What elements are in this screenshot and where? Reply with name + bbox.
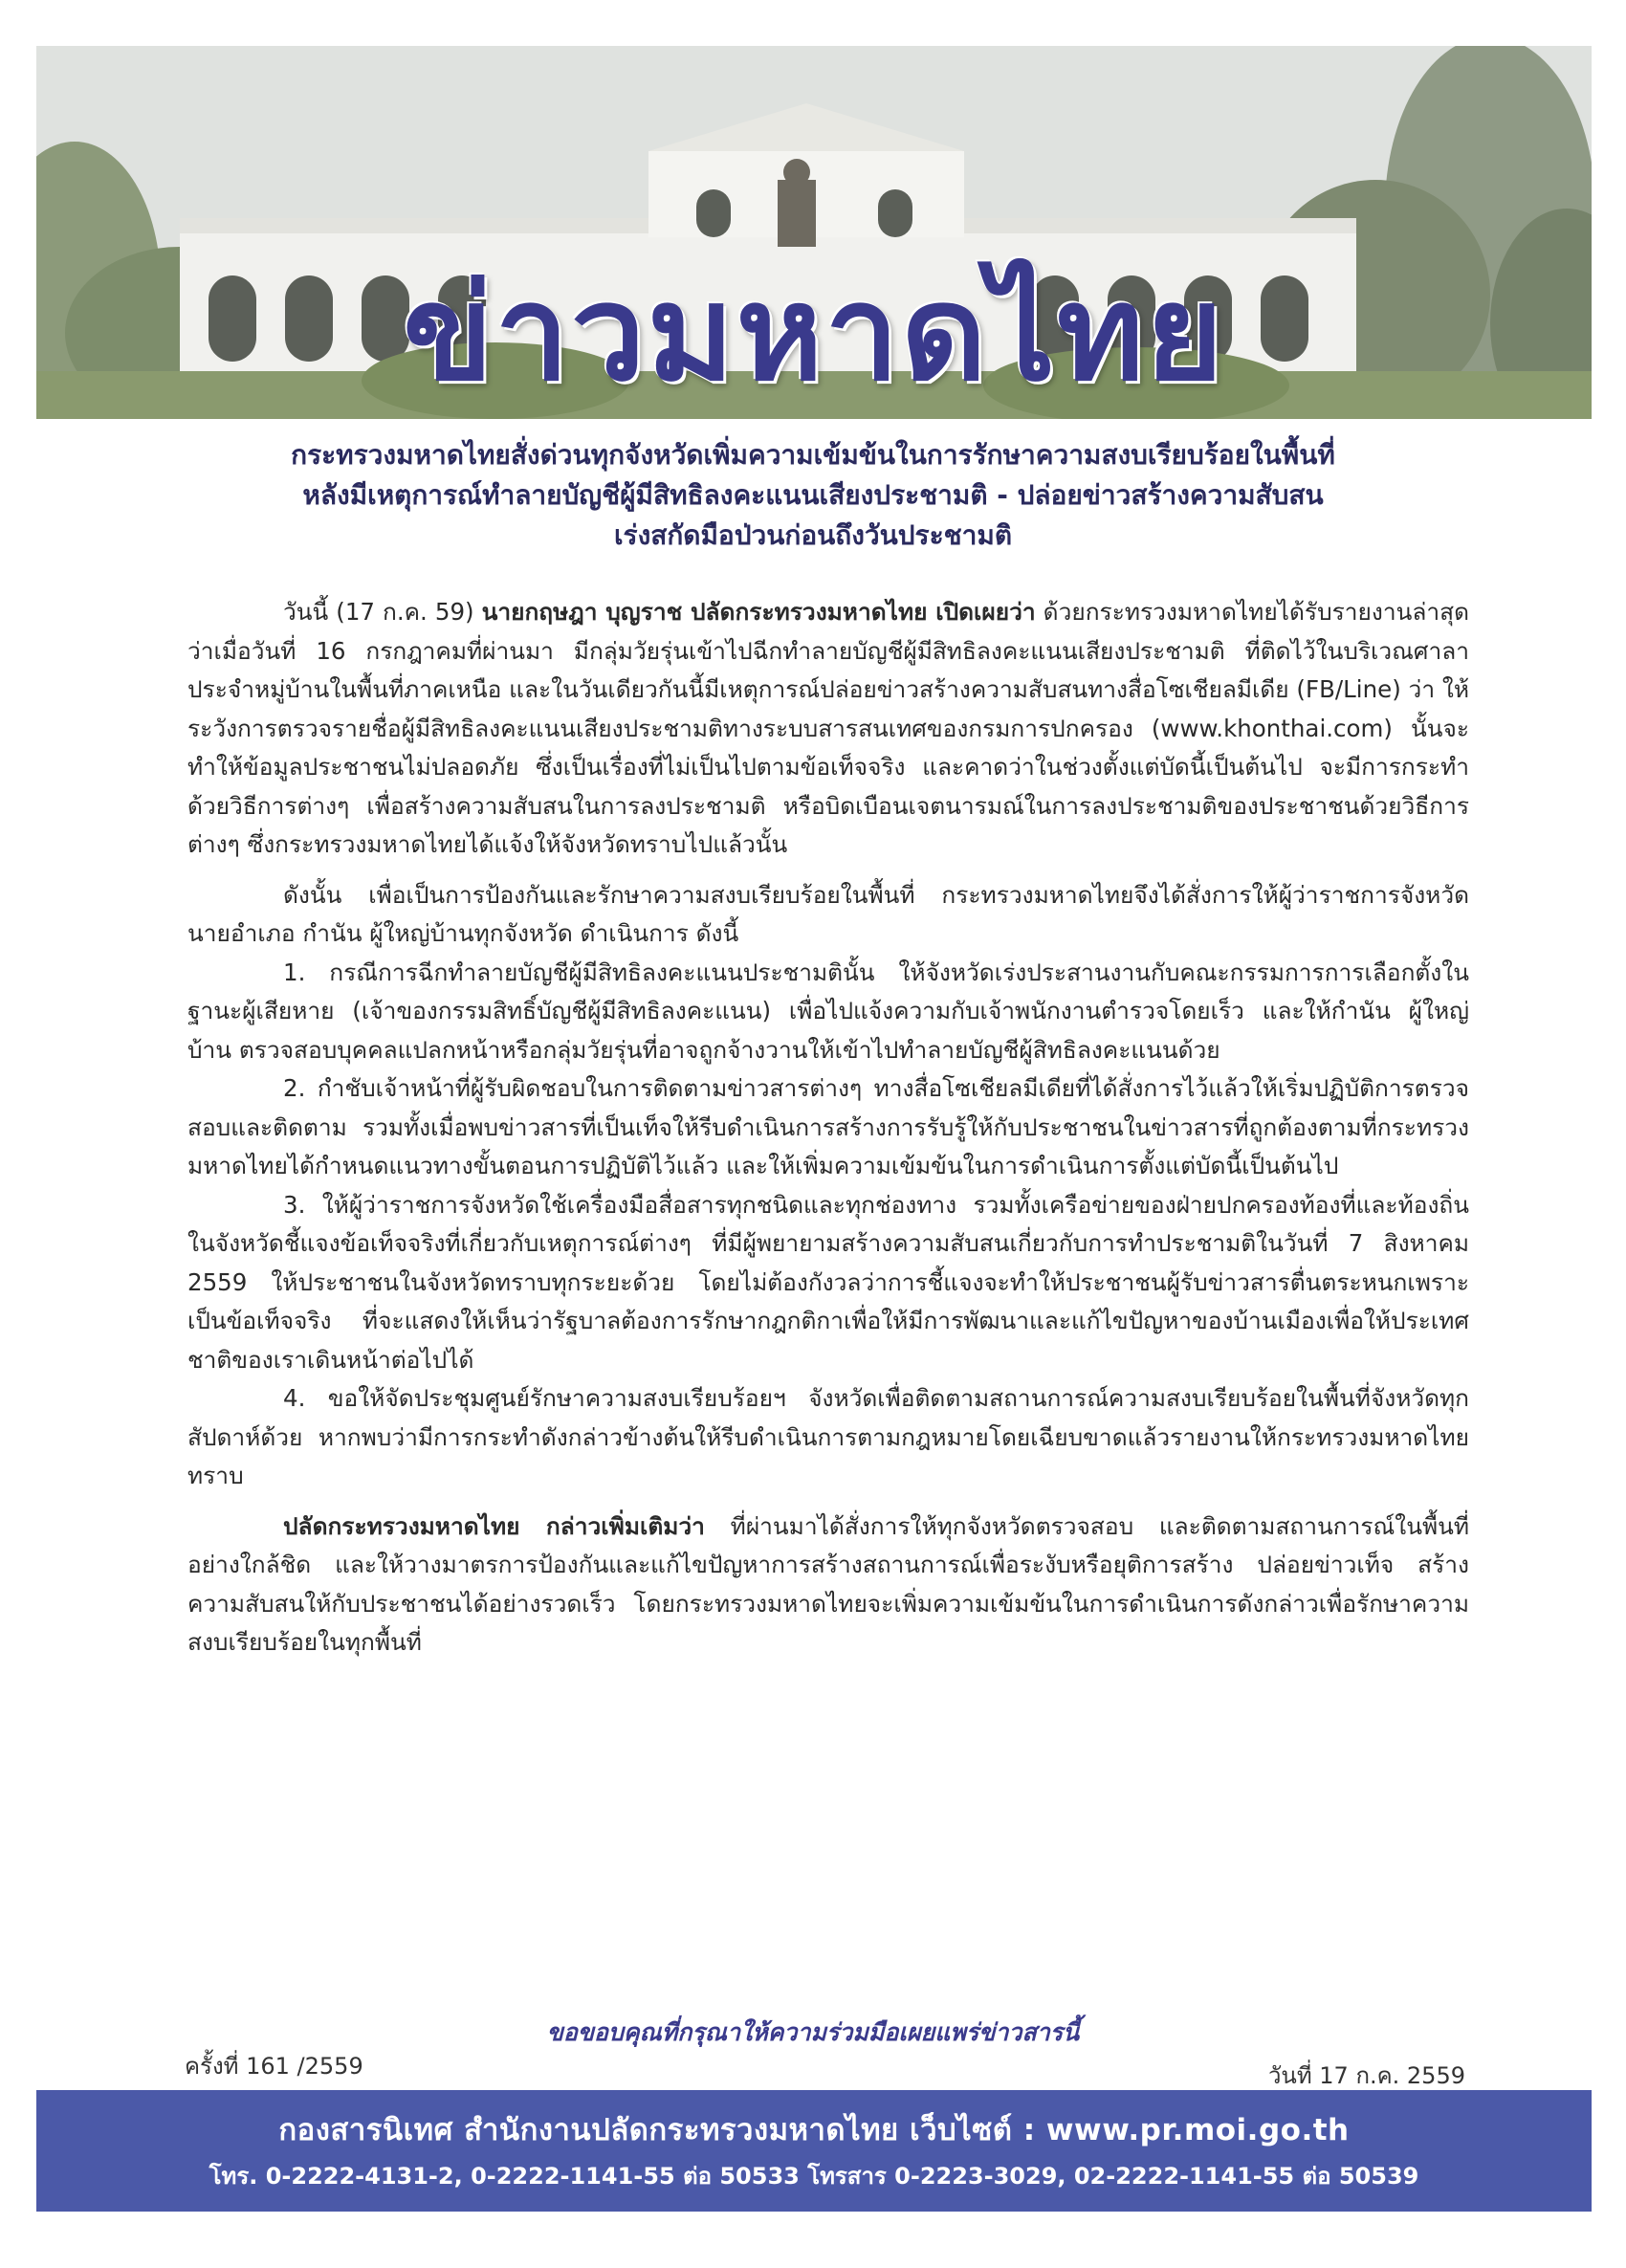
- intro-text: ด้วยกระทรวงมหาดไทยได้รับรายงานล่าสุดว่าเมื่อวันที่ 16 กรกฎาคมที่ผ่านมา มีกลุ่มวัยรุ่นเข้าไปฉีกทำลายบัญชีผู้มีสิทธิลงคะแนนเสียงประชามติ ที่ติดไว้ในบริเวณศาลาประจำหมู่บ้านในพื้นที่ภาคเหนือ และในวันเดียวกันนี้มีเหตุการณ์ปล่อยข่าวสร้างความสับสนทางสื่อโซเชียลมีเดีย (FB/Line) ว่า ให้ระวังการตรวจรายชื่อผู้มีสิทธิลงคะแนนเสียงประชามติทางระบบสารสนเทศของกรมการปกครอง (www.khonthai.com) นั้นจะทำให้ข้อมูลประชาชนไม่ปลอดภัย ซึ่งเป็นเรื่องที่ไม่เป็นไปตามข้อเท็จจริง และคาดว่าในช่วงตั้งแต่บัดนี้เป็นต้นไป จะมีการกระทำด้วยวิธีการต่างๆ เพื่อสร้างความสับสนในการลงประชามติ หรือบิดเบือนเจตนารมณ์ในการลงประชามติของประชาชนด้วยวิธีการต่างๆ ซึ่งกระทรวงมหาดไทยได้แจ้งให้จังหวัดทราบไปแล้วนั้น: [187, 598, 1469, 858]
- footer-office-website: กองสารนิเทศ สำนักงานปลัดกระทรวงมหาดไทย เว็บไซต์ : www.pr.moi.go.th: [278, 2113, 1350, 2147]
- order-item-1: 1. กรณีการฉีกทำลายบัญชีผู้มีสิทธิลงคะแนนประชามตินั้น ให้จังหวัดเร่งประสานงานกับคณะกรรมการการเลือกตั้งในฐานะผู้เสียหาย (เจ้าของกรรมสิทธิ์บัญชีผู้มีสิทธิลงคะแนน) เพื่อไปแจ้งความกับเจ้าพนักงานตำรวจโดยเร็ว และให้กำนัน ผู้ใหญ่บ้าน ตรวจสอบบุคคลแปลกหน้าหรือกลุ่มวัยรุ่นที่อาจถูกจ้างวานให้เข้าไปทำลายบัญชีผู้สิทธิลงคะแนนด้วย: [187, 958, 1469, 1064]
- headline-line-3: เร่งสกัดมือป่วนก่อนถึงวันประชามติ: [613, 519, 1013, 551]
- paragraph-closing: [187, 1508, 1469, 1662]
- headline-line-2: หลังมีเหตุการณ์ทำลายบัญชีผู้มีสิทธิลงคะแนนเสียงประชามติ - ปล่อยข่าวสร้างความสับสน: [302, 479, 1324, 511]
- intro-lead: วันนี้ (17 ก.ค. 59): [283, 598, 482, 626]
- paragraph-intro: [187, 593, 1469, 865]
- headline: [182, 435, 1444, 556]
- closing-text: ที่ผ่านมาได้สั่งการให้ทุกจังหวัดตรวจสอบ และติดตามสถานการณ์ในพื้นที่ อย่างใกล้ชิด และให้วางมาตรการป้องกันและแก้ไขปัญหาการสร้างสถานการณ์เพื่อระงับหรือยุติการสร้าง ปล่อยข่าวเท็จ สร้างความสับสนให้กับประชาชนได้อย่างรวดเร็ว โดยกระทรวงมหาดไทยจะเพิ่มความเข้มข้นในการดำเนินการดังกล่าวเพื่อรักษาความสงบเรียบร้อยในทุกพื้นที่: [187, 1511, 1469, 1656]
- closing-speaker: ปลัดกระทรวงมหาดไทย กล่าวเพิ่มเติมว่า: [283, 1511, 705, 1540]
- thanks-line: ขอขอบคุณที่กรุณาให้ความร่วมมือเผยแพร่ข่าวสารนี้: [546, 2018, 1080, 2046]
- issue-number: ครั้งที่ 161 /2559: [185, 2053, 363, 2080]
- article-body: [187, 593, 1469, 1662]
- order-item-4: 4. ขอให้จัดประชุมศูนย์รักษาความสงบเรียบร้อยฯ จังหวัดเพื่อติดตามสถานการณ์ความสงบเรียบร้อยในพื้นที่จังหวัดทุกสัปดาห์ด้วย หากพบว่ามีการกระทำดังกล่าวข้างต้นให้รีบดำเนินการตามกฎหมายโดยเฉียบขาดแล้วรายงานให้กระทรวงมหาดไทยทราบ: [187, 1384, 1469, 1489]
- footer-bar: [36, 2090, 1592, 2212]
- release-date: วันที่ 17 ก.ค. 2559: [1267, 2062, 1465, 2089]
- order-item-2: 2. กำชับเจ้าหน้าที่ผู้รับผิดชอบในการติดตามข่าวสารต่างๆ ทางสื่อโซเชียลมีเดียที่ได้สั่งการไว้แล้วให้เริ่มปฏิบัติการตรวจสอบและติดตาม รวมทั้งเมื่อพบข่าวสารที่เป็นเท็จให้รีบดำเนินการสร้างการรับรู้ให้กับประชาชนในข่าวสารที่ถูกต้องตามที่กระทรวงมหาดไทยได้กำหนดแนวทางขั้นตอนการปฏิบัติไว้แล้ว และให้เพิ่มความเข้มข้นในการดำเนินการตั้งแต่บัดนี้เป็นต้นไป: [187, 1074, 1469, 1179]
- banner-title: ข่าวมหาดไทย: [403, 256, 1225, 410]
- headline-line-1: กระทรวงมหาดไทยสั่งด่วนทุกจังหวัดเพิ่มความเข้มข้นในการรักษาความสงบเรียบร้อยในพื้นที่: [291, 439, 1335, 471]
- intro-speaker: นายกฤษฎา บุญราช ปลัดกระทรวงมหาดไทย เปิดเผยว่า: [481, 598, 1036, 626]
- footer-contact: โทร. 0-2222-4131-2, 0-2222-1141-55 ต่อ 50533 โทรสาร 0-2223-3029, 02-2222-1141-55 ต่อ 50539: [209, 2163, 1419, 2190]
- header-banner: [36, 46, 1592, 419]
- order-item-3: 3. ให้ผู้ว่าราชการจังหวัดใช้เครื่องมือสื่อสารทุกชนิดและทุกช่องทาง รวมทั้งเครือข่ายของฝ่ายปกครองท้องที่และท้องถิ่นในจังหวัดชี้แจงข้อเท็จจริงที่เกี่ยวกับเหตุการณ์ต่างๆ ที่มีผู้พยายามสร้างความสับสนเกี่ยวกับการทำประชามติในวันที่ 7 สิงหาคม 2559 ให้ประชาชนในจังหวัดทราบทุกระยะด้วย โดยไม่ต้องกังวลว่าการชี้แจงจะทำให้ประชาชนผู้รับข่าวสารตื่นตระหนกเพราะเป็นข้อเท็จจริง ที่จะแสดงให้เห็นว่ารัฐบาลต้องการรักษากฎกติกาเพื่อให้มีการพัฒนาและแก้ไขปัญหาของบ้านเมืองเพื่อให้ประเทศชาติของเราเดินหน้าต่อไปได้: [187, 1190, 1469, 1374]
- paragraph-orders: ดังนั้น เพื่อเป็นการป้องกันและรักษาความสงบเรียบร้อยในพื้นที่ กระทรวงมหาดไทยจึงได้สั่งการให้ผู้ว่าราชการจังหวัด นายอำเภอ กำนัน ผู้ใหญ่บ้านทุกจังหวัด ดำเนินการ ดังนี้: [187, 880, 1469, 947]
